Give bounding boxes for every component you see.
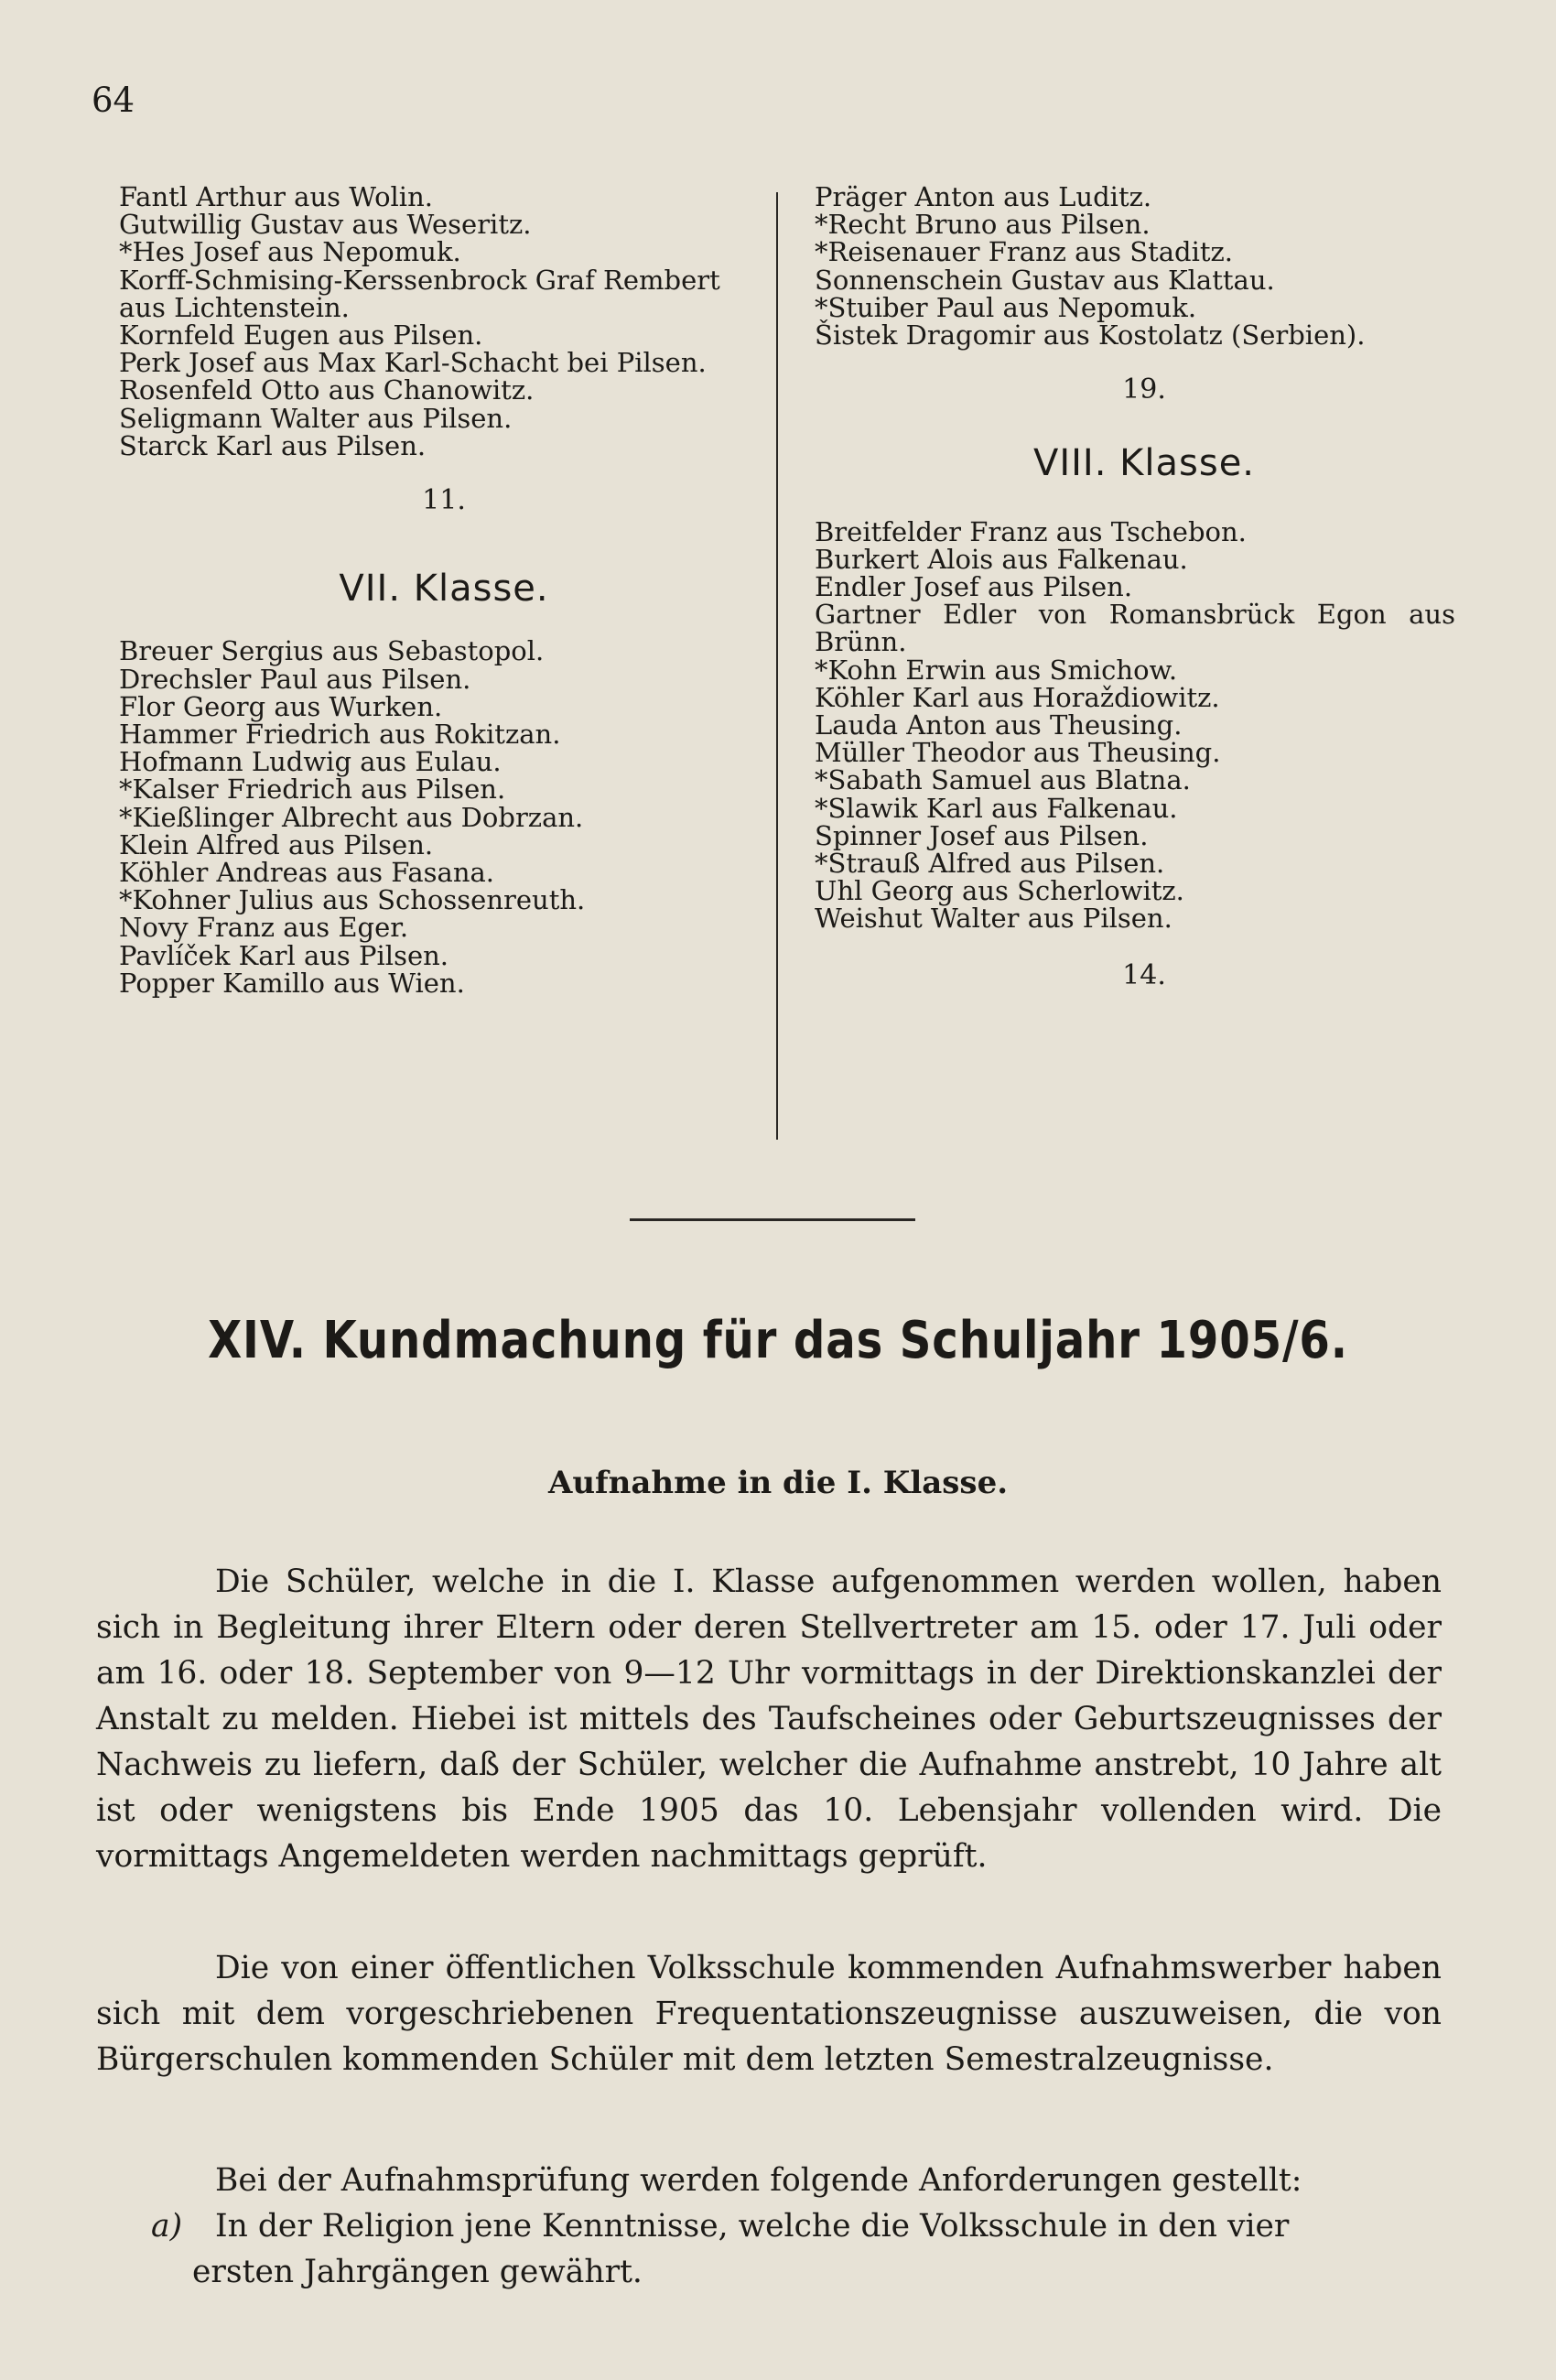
student-entry: Rosenfeld Otto aus Chanowitz.: [119, 374, 535, 406]
student-entry: *Recht Bruno aus Pilsen.: [815, 209, 1151, 241]
left-column: [119, 183, 769, 997]
student-entry: Breuer Sergius aus Sebastopol.: [119, 635, 545, 667]
student-entry: *Kießlinger Albrecht aus Dobrzan.: [119, 801, 584, 833]
student-entry: *Stuiber Paul aus Nepomuk.: [815, 291, 1197, 323]
student-entry: Hofmann Ludwig aus Eulau.: [119, 746, 502, 778]
student-entry: Breitfelder Franz aus Tschebon.: [815, 515, 1247, 547]
student-entry: Starck Karl aus Pilsen.: [119, 429, 427, 461]
student-entry: Präger Anton aus Luditz.: [815, 181, 1152, 212]
student-entry: *Kalser Friedrich aus Pilsen.: [119, 774, 506, 806]
student-entry: Endler Josef aus Pilsen.: [815, 571, 1133, 603]
section-title: XIV. Kundmachung für das Schuljahr 1905/6.: [208, 1311, 1348, 1370]
list-item-line: ersten Jahrgängen gewährt.: [192, 2254, 643, 2290]
student-entry: Korff-Schmising-Kerssenbrock Graf Rembert aus Lichtenstein.: [119, 264, 720, 323]
student-entry: Spinner Josef aus Pilsen.: [815, 819, 1149, 851]
student-entry: Gartner Edler von Romansbrück Egon aus Brünn.: [815, 599, 1455, 658]
student-entry: *Slawik Karl aus Falkenau.: [815, 792, 1178, 824]
student-entry: *Hes Josef aus Nepomuk.: [119, 236, 461, 268]
student-entry: Perk Josef aus Max Karl-Schacht bei Pilsen.: [119, 347, 707, 379]
paragraph-text: Die Schüler, welche in die I. Klasse aufgenommen werden wollen, haben sich in Begleitung ihrer Eltern oder deren Stellvertreter am 15. oder 17. Juli oder am 16. oder 18. September von 9—12 Uhr vormittags in der Direktionskanzlei der Anstalt zu melden. Hiebei ist mittels des Taufscheines oder Geburtszeugnisses der Nachweis zu liefern, daß der Schüler, welcher die Aufnahme anstrebt, 10 Jahre alt ist oder wenigstens bis Ende 1905 das 10. Lebensjahr vollenden wird. Die vormittags Angemeldeten werden nachmittags geprüft.: [96, 1563, 1442, 1875]
student-entry: Müller Theodor aus Theusing.: [815, 737, 1221, 769]
right-column: [815, 183, 1474, 990]
student-entry: Pavlíček Karl aus Pilsen.: [119, 939, 449, 971]
student-entry: *Reisenauer Franz aus Staditz.: [815, 236, 1234, 268]
student-entry: Hammer Friedrich aus Rokitzan.: [119, 719, 561, 751]
student-entry: Popper Kamillo aus Wien.: [119, 967, 465, 999]
class-count: 11.: [422, 484, 466, 517]
student-entry: Seligmann Walter aus Pilsen.: [119, 402, 513, 434]
student-entry: *Kohn Erwin aus Smichow.: [815, 654, 1178, 686]
section-divider: [630, 1218, 915, 1221]
student-entry: Lauda Anton aus Theusing.: [815, 709, 1183, 741]
student-entry: Uhl Georg aus Scherlowitz.: [815, 875, 1184, 907]
student-entry: *Sabath Samuel aus Blatna.: [815, 764, 1191, 796]
student-entry: Sonnenschein Gustav aus Klattau.: [815, 264, 1275, 296]
list-marker: a): [151, 2208, 183, 2245]
student-entry: Weishut Walter aus Pilsen.: [815, 903, 1172, 935]
class-viii-list: [815, 515, 1474, 935]
student-entry: Klein Alfred aus Pilsen.: [119, 828, 434, 860]
class-vii-continued-list: [815, 181, 1474, 352]
student-entry: Gutwillig Gustav aus Weseritz.: [119, 209, 532, 241]
list-item: [96, 2203, 1442, 2295]
student-entry: Kornfeld Eugen aus Pilsen.: [119, 319, 483, 352]
student-entry: *Strauß Alfred aus Pilsen.: [815, 848, 1165, 880]
student-entry: Šistek Dragomir aus Kostolatz (Serbien).: [815, 319, 1366, 352]
class-count: 19.: [1122, 373, 1166, 406]
class-count: 14.: [1122, 958, 1166, 991]
student-entry: Flor Georg aus Wurken.: [119, 690, 443, 722]
class-vii-list: [119, 637, 769, 997]
list-item-line: In der Religion jene Kenntnisse, welche die Volksschule in den vier: [215, 2208, 1290, 2245]
student-entry: Köhler Karl aus Horaždiowitz.: [815, 681, 1220, 713]
paragraph: [96, 2158, 1442, 2203]
page-number: 64: [92, 81, 135, 120]
column-divider: [776, 192, 778, 1140]
student-entry: Fantl Arthur aus Wolin.: [119, 181, 433, 212]
list-item-text: [96, 2203, 1442, 2295]
student-entry: Novy Franz aus Eger.: [119, 912, 409, 944]
student-entry: Köhler Andreas aus Fasana.: [119, 857, 495, 889]
student-entry: Burkert Alois aus Falkenau.: [815, 543, 1188, 575]
student-entry: Drechsler Paul aus Pilsen.: [119, 663, 471, 695]
paragraph-text: Die von einer öffentlichen Volksschule kommenden Aufnahmswerber haben sich mit dem vorgeschriebenen Frequentationszeugnisse auszuweisen, die von Bürgerschulen kommenden Schüler mit dem letzten Semestralzeugnisse.: [96, 1950, 1442, 2078]
paragraph: [96, 1559, 1442, 1879]
paragraph-text: Bei der Aufnahmsprüfung werden folgende Anforderungen gestellt:: [215, 2162, 1302, 2199]
class-vii-heading: VII. Klasse.: [339, 568, 549, 611]
section-subtitle: Aufnahme in die I. Klasse.: [547, 1465, 1009, 1501]
student-entry: *Kohner Julius aus Schossenreuth.: [119, 884, 586, 916]
class-vi-continued-list: [119, 183, 769, 460]
class-viii-heading: VIII. Klasse.: [1032, 442, 1256, 485]
paragraph: [96, 1945, 1442, 2082]
